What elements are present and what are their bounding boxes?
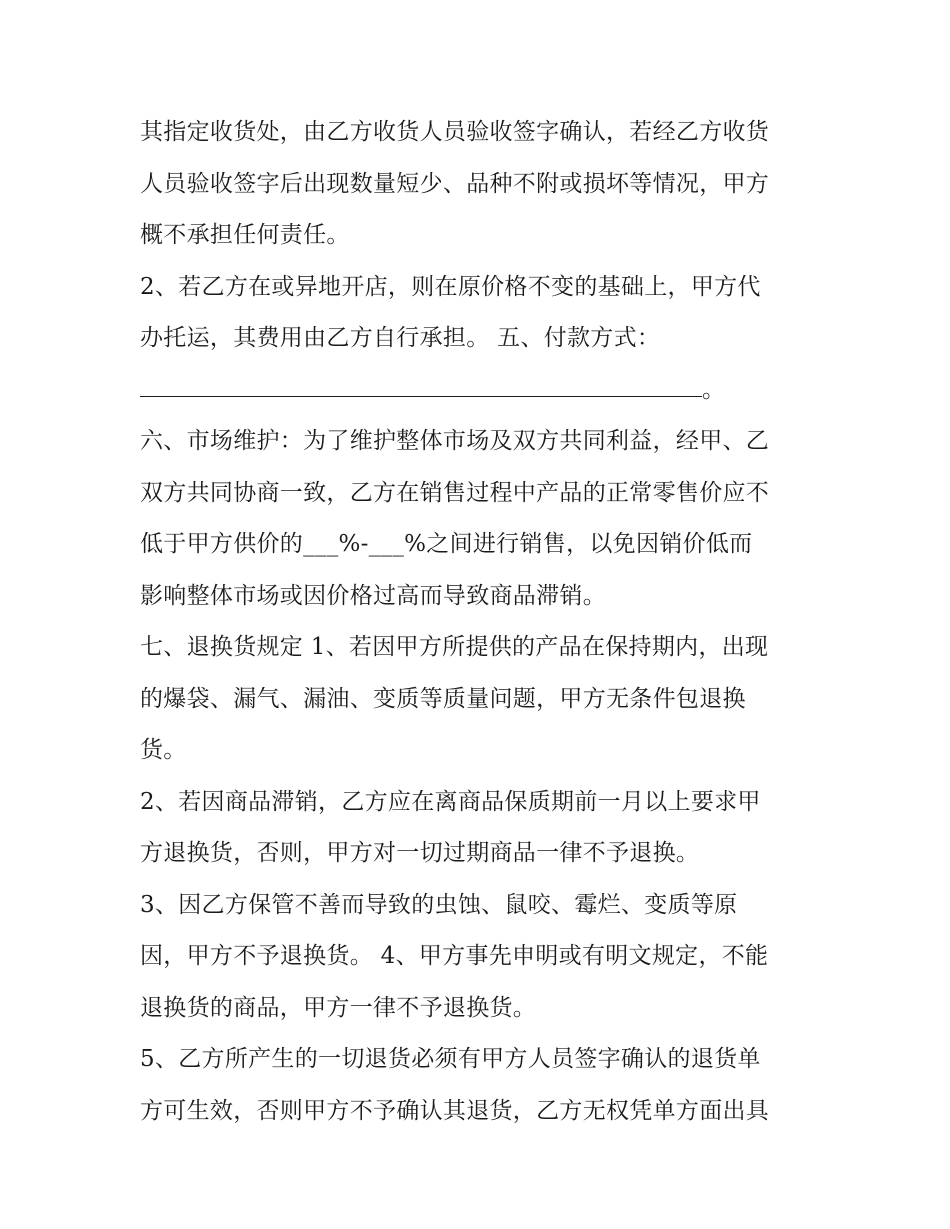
text-line: 方退换货，否则，甲方对一切过期商品一律不予退换。	[140, 840, 700, 866]
text-line: 3、因乙方保管不善而导致的虫蚀、鼠咬、霉烂、变质等原	[140, 891, 738, 918]
text-line: 其指定收货处，由乙方收货人员验收签字确认，若经乙方收货	[140, 119, 770, 145]
text-line: 双方共同协商一致，乙方在销售过程中产品的正常零售价应不	[140, 479, 770, 506]
text-line: 因，甲方不予退换货。 4、甲方事先申明或有明文规定，不能	[140, 943, 769, 969]
text-line: 概不承担任何责任。	[140, 222, 350, 248]
text-line: 的爆袋、漏气、漏油、变质等质量问题，甲方无条件包退换	[140, 685, 746, 712]
text-line: 七、退换货规定 1、若因甲方所提供的产品在保持期内，出现	[140, 634, 769, 660]
text-line: 人员验收签字后出现数量短少、品种不附或损坏等情况，甲方	[140, 170, 770, 197]
blank-period: 。	[702, 376, 726, 403]
text-line: 办托运，其费用由乙方自行承担。 五、付款方式：	[140, 325, 661, 351]
text-line: 影响整体市场或因价格过高而导致商品滞销。	[140, 582, 606, 609]
payment-blank-line	[140, 365, 820, 417]
text-line: 方可生效，否则甲方不予确认其退货，乙方无权凭单方面出具	[140, 1097, 770, 1124]
text-line: 2、若乙方在或异地开店，则在原价格不变的基础上，甲方代	[140, 273, 761, 300]
fill-in-blank	[140, 366, 702, 397]
text-line: 2、若因商品滞销，乙方应在离商品保质期前一月以上要求甲	[140, 788, 761, 815]
text-line: 六、市场维护：为了维护整体市场及双方共同利益，经甲、乙	[140, 428, 770, 454]
text-line: 低于甲方供价的___%-___%之间进行销售，以免因销价低而	[140, 531, 753, 557]
text-line: 货。	[140, 737, 187, 763]
contract-text	[140, 107, 820, 1137]
text-line: 退换货的商品，甲方一律不予退换货。	[140, 994, 537, 1021]
text-line: 5、乙方所产生的一切退货必须有甲方人员签字确认的退货单	[140, 1046, 761, 1072]
